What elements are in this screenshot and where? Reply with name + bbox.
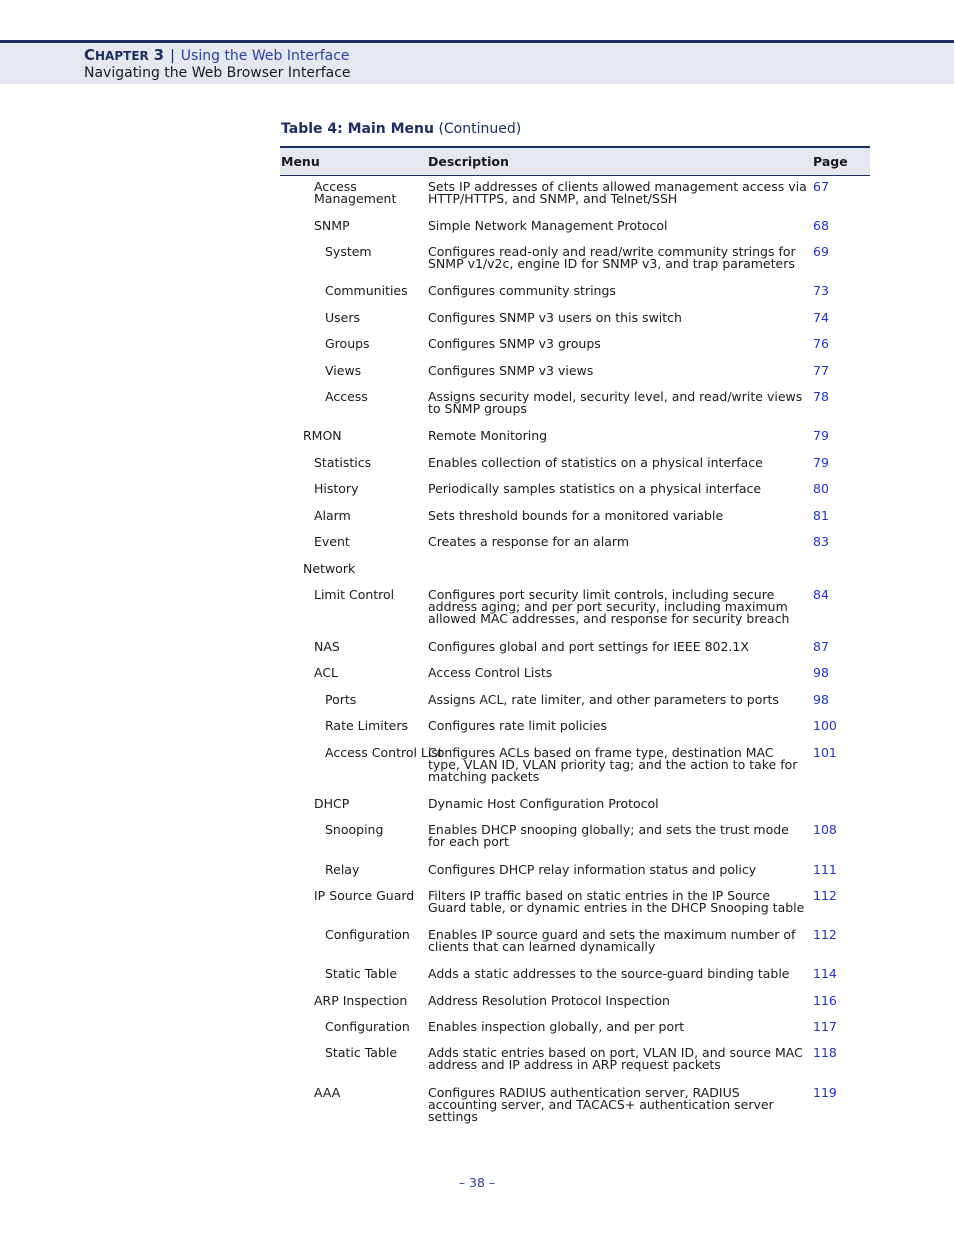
section-title: Using the Web Interface xyxy=(180,48,350,64)
description-cell: Assigns ACL, rate limiter, and other parameters to ports xyxy=(428,692,779,707)
menu-cell: History xyxy=(314,481,359,496)
description-cell: Address Resolution Protocol Inspection xyxy=(428,993,670,1008)
page-link[interactable]: 108 xyxy=(813,822,837,837)
description-cell: Configures rate limit policies xyxy=(428,718,607,733)
description-cell: Configures read-only and read/write community strings for SNMP v1/v2c, engine ID for SNMP v3, and trap parameters xyxy=(428,244,796,272)
menu-cell: Static Table xyxy=(325,966,398,981)
menu-cell: ARP Inspection xyxy=(314,993,408,1008)
caption-note: (Continued) xyxy=(438,121,522,137)
page-link[interactable]: 118 xyxy=(813,1045,837,1060)
description-cell: Enables collection of statistics on a physical interface xyxy=(428,455,763,470)
page-link[interactable]: 111 xyxy=(813,862,837,877)
menu-cell: Event xyxy=(314,534,350,549)
description-cell: Enables IP source guard and sets the maximum number of clients that can learned dynamically xyxy=(428,927,796,955)
menu-cell: Groups xyxy=(325,336,370,351)
description-cell: Configures community strings xyxy=(428,283,616,298)
table-caption xyxy=(281,121,521,137)
menu-cell: Access Management xyxy=(314,179,397,207)
page-link[interactable]: 68 xyxy=(813,218,829,233)
description-cell: Adds a static addresses to the source-guard binding table xyxy=(428,966,790,981)
page-link[interactable]: 77 xyxy=(813,363,829,378)
description-cell: Sets IP addresses of clients allowed management access via HTTP/HTTPS, and SNMP, and Telnet/SSH xyxy=(428,179,807,207)
menu-cell: Communities xyxy=(325,283,408,298)
caption-label: Table 4: Main Menu xyxy=(281,121,434,137)
menu-cell: Configuration xyxy=(325,927,410,942)
menu-cell: System xyxy=(325,244,372,259)
description-cell: Configures RADIUS authentication server, RADIUS accounting server, and TACACS+ authentication server settings xyxy=(428,1085,774,1125)
menu-cell: Limit Control xyxy=(314,587,395,602)
chapter-heading xyxy=(84,46,350,64)
menu-cell: RMON xyxy=(303,428,342,443)
description-cell: Dynamic Host Configuration Protocol xyxy=(428,796,659,811)
page-link[interactable]: 83 xyxy=(813,534,829,549)
description-cell: Configures SNMP v3 users on this switch xyxy=(428,310,682,325)
column-header-description: Description xyxy=(428,154,509,169)
page-link[interactable]: 87 xyxy=(813,639,829,654)
description-cell: Configures SNMP v3 groups xyxy=(428,336,601,351)
column-header-page: Page xyxy=(813,154,848,169)
description-cell: Adds static entries based on port, VLAN ID, and source MAC address and IP address in ARP request packets xyxy=(428,1045,803,1073)
menu-cell: Ports xyxy=(325,692,357,707)
description-cell: Configures port security limit controls, including secure address aging; and per port security, including maximum allowed MAC addresses, and response for security breach xyxy=(428,587,790,627)
page-link[interactable]: 79 xyxy=(813,455,829,470)
description-cell: Configures ACLs based on frame type, destination MAC type, VLAN ID, VLAN priority tag; and the action to take for matching packets xyxy=(428,745,798,785)
page-link[interactable]: 78 xyxy=(813,389,829,404)
menu-cell: DHCP xyxy=(314,796,350,811)
description-cell: Simple Network Management Protocol xyxy=(428,218,668,233)
page-link[interactable]: 117 xyxy=(813,1019,837,1034)
menu-cell: Snooping xyxy=(325,822,384,837)
page-link[interactable]: 119 xyxy=(813,1085,837,1100)
page-link[interactable]: 112 xyxy=(813,888,837,903)
page-link[interactable]: 81 xyxy=(813,508,829,523)
description-cell: Access Control Lists xyxy=(428,665,553,680)
page-header xyxy=(0,40,954,84)
page-link[interactable]: 73 xyxy=(813,283,829,298)
description-cell: Configures DHCP relay information status and policy xyxy=(428,862,757,877)
page-link[interactable]: 100 xyxy=(813,718,837,733)
menu-cell: Statistics xyxy=(314,455,372,470)
page-number: – 38 – xyxy=(458,1175,496,1190)
menu-cell: Alarm xyxy=(314,508,351,523)
page-link[interactable]: 112 xyxy=(813,927,837,942)
description-cell: Enables inspection globally, and per port xyxy=(428,1019,685,1034)
header-separator: | xyxy=(170,48,175,64)
page-link[interactable]: 114 xyxy=(813,966,837,981)
description-cell: Assigns security model, security level, and read/write views to SNMP groups xyxy=(428,389,803,417)
menu-cell: Static Table xyxy=(325,1045,398,1060)
menu-cell: SNMP xyxy=(314,218,350,233)
menu-cell: IP Source Guard xyxy=(314,888,415,903)
menu-cell: ACL xyxy=(314,665,339,680)
description-cell: Periodically samples statistics on a physical interface xyxy=(428,481,762,496)
page-link[interactable]: 101 xyxy=(813,745,837,760)
menu-cell: Views xyxy=(325,363,362,378)
menu-cell: AAA xyxy=(314,1085,341,1100)
description-cell: Remote Monitoring xyxy=(428,428,548,443)
page-link[interactable]: 74 xyxy=(813,310,829,325)
menu-cell: Rate Limiters xyxy=(325,718,408,733)
menu-cell: Network xyxy=(303,561,356,576)
page-link[interactable]: 116 xyxy=(813,993,837,1008)
page-link[interactable]: 98 xyxy=(813,665,829,680)
page-link[interactable]: 80 xyxy=(813,481,829,496)
description-cell: Configures global and port settings for IEEE 802.1X xyxy=(428,639,749,654)
page-link[interactable]: 69 xyxy=(813,244,829,259)
menu-cell: Access Control List xyxy=(325,745,443,760)
page-link[interactable]: 67 xyxy=(813,179,829,194)
page-link[interactable]: 98 xyxy=(813,692,829,707)
menu-cell: Access xyxy=(325,389,368,404)
page-link[interactable]: 79 xyxy=(813,428,829,443)
menu-cell: NAS xyxy=(314,639,340,654)
description-cell: Creates a response for an alarm xyxy=(428,534,630,549)
description-cell: Enables DHCP snooping globally; and sets the trust mode for each port xyxy=(428,822,789,850)
description-cell: Filters IP traffic based on static entries in the IP Source Guard table, or dynamic entries in the DHCP Snooping table xyxy=(428,888,805,916)
chapter-label: CHAPTER 3 xyxy=(84,46,165,64)
description-cell: Configures SNMP v3 views xyxy=(428,363,594,378)
menu-cell: Users xyxy=(325,310,361,325)
description-cell: Sets threshold bounds for a monitored variable xyxy=(428,508,724,523)
subsection-title: Navigating the Web Browser Interface xyxy=(84,65,351,81)
menu-cell: Relay xyxy=(325,862,360,877)
column-header-menu: Menu xyxy=(281,154,320,169)
menu-cell: Configuration xyxy=(325,1019,410,1034)
page-link[interactable]: 76 xyxy=(813,336,829,351)
page-link[interactable]: 84 xyxy=(813,587,829,602)
table-header xyxy=(280,146,870,176)
